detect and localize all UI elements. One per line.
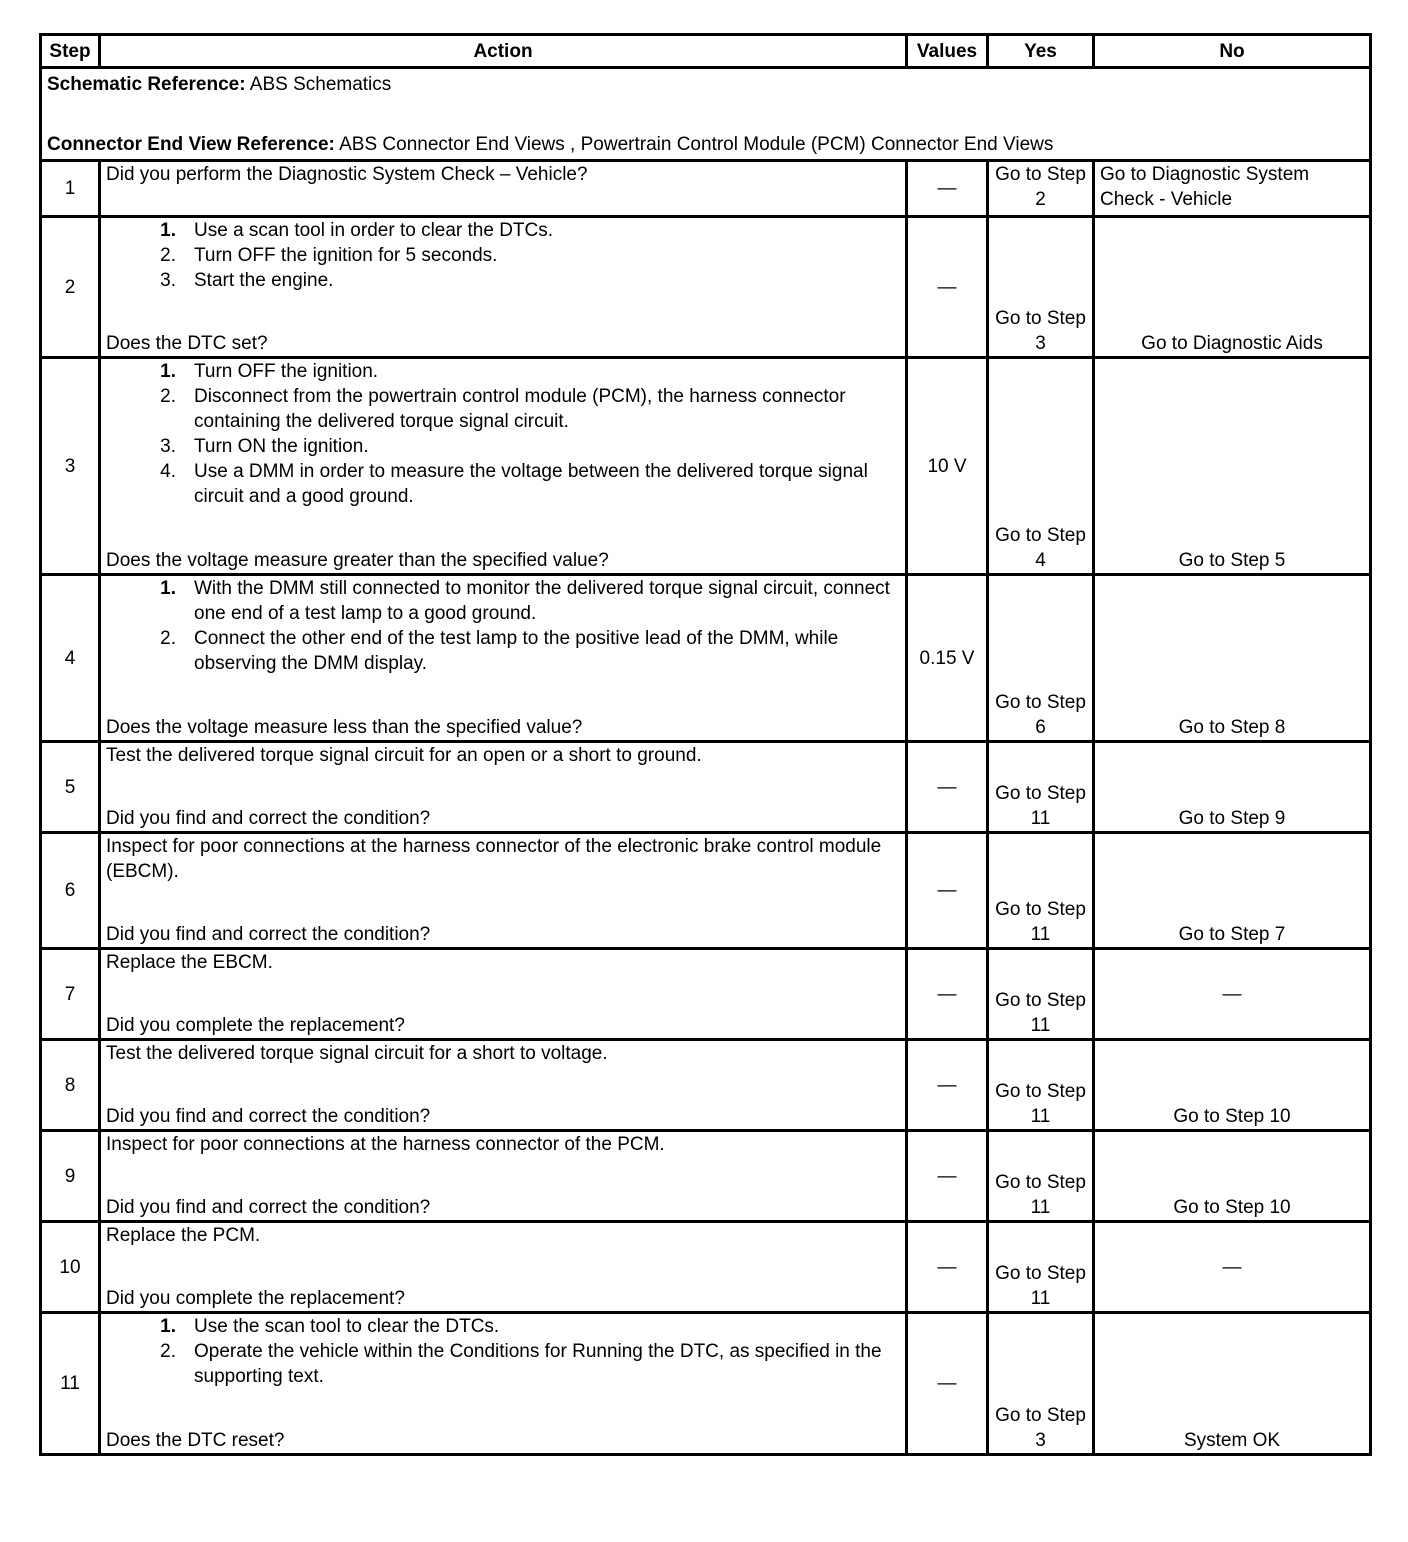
table-row bbox=[41, 1131, 1371, 1222]
header-no: No bbox=[1094, 35, 1371, 68]
item-number: 2. bbox=[160, 245, 176, 266]
header-yes: Yes bbox=[988, 35, 1094, 68]
yes-link[interactable]: Go to Step 11 bbox=[988, 949, 1094, 1040]
item-text: Use the scan tool to clear the DTCs. bbox=[194, 1316, 500, 1337]
table-row bbox=[41, 742, 1371, 833]
action-question: Did you find and correct the condition? bbox=[106, 1106, 431, 1127]
table-row bbox=[41, 1313, 1371, 1455]
reference-row bbox=[41, 68, 1371, 161]
yes-link[interactable]: Go to Step 11 bbox=[988, 1040, 1094, 1131]
item-number: 3. bbox=[160, 436, 176, 457]
action-list bbox=[106, 576, 900, 676]
item-text: Operate the vehicle within the Conditions for Running the DTC, as specified in the supporting text. bbox=[194, 1341, 882, 1387]
value-cell: — bbox=[907, 949, 988, 1040]
value-cell: — bbox=[907, 1040, 988, 1131]
yes-link[interactable]: Go to Step 11 bbox=[988, 833, 1094, 949]
item-text: Connect the other end of the test lamp to the positive lead of the DMM, while observing the DMM display. bbox=[194, 628, 839, 674]
action-cell bbox=[100, 217, 907, 358]
no-link[interactable]: Go to Diagnostic System Check - Vehicle bbox=[1094, 161, 1371, 217]
item-text: With the DMM still connected to monitor the delivered torque signal circuit, connect one end of a test lamp to a good ground. bbox=[194, 578, 890, 624]
action-question: Does the DTC reset? bbox=[106, 1430, 285, 1451]
yes-link[interactable]: Go to Step 6 bbox=[988, 575, 1094, 742]
value-cell: — bbox=[907, 833, 988, 949]
action-cell bbox=[100, 1313, 907, 1455]
item-text: Use a scan tool in order to clear the DTCs. bbox=[194, 220, 554, 241]
action-question: Does the voltage measure greater than the specified value? bbox=[106, 550, 609, 571]
item-number: 2. bbox=[160, 628, 176, 649]
action-question: Did you perform the Diagnostic System Check – Vehicle? bbox=[106, 164, 588, 185]
action-step-item bbox=[106, 384, 900, 434]
action-cell bbox=[100, 742, 907, 833]
item-number: 1. bbox=[160, 1316, 176, 1337]
no-link[interactable]: Go to Step 9 bbox=[1094, 742, 1371, 833]
no-link[interactable]: Go to Step 10 bbox=[1094, 1040, 1371, 1131]
table-row bbox=[41, 1222, 1371, 1313]
action-step-item bbox=[106, 359, 900, 384]
item-text: Turn OFF the ignition. bbox=[194, 361, 379, 382]
action-cell bbox=[100, 161, 907, 217]
value-cell: 10 V bbox=[907, 358, 988, 575]
action-list bbox=[106, 1314, 900, 1389]
item-number: 2. bbox=[160, 386, 176, 407]
table-row bbox=[41, 1040, 1371, 1131]
item-number: 1. bbox=[160, 361, 176, 382]
action-step-item bbox=[106, 1314, 900, 1339]
table-row bbox=[41, 833, 1371, 949]
action-list bbox=[106, 359, 900, 509]
action-step-item bbox=[106, 1339, 900, 1389]
action-question: Did you find and correct the condition? bbox=[106, 924, 431, 945]
no-link[interactable]: Go to Diagnostic Aids bbox=[1094, 217, 1371, 358]
no-link[interactable]: System OK bbox=[1094, 1313, 1371, 1455]
action-cell bbox=[100, 1222, 907, 1313]
step-number: 7 bbox=[41, 949, 100, 1040]
value-cell: — bbox=[907, 1222, 988, 1313]
action-step-item bbox=[106, 459, 900, 509]
yes-link[interactable]: Go to Step 2 bbox=[988, 161, 1094, 217]
action-question: Did you complete the replacement? bbox=[106, 1015, 405, 1036]
action-step-item bbox=[106, 626, 900, 676]
value-cell: — bbox=[907, 217, 988, 358]
table-row bbox=[41, 575, 1371, 742]
no-link[interactable]: Go to Step 7 bbox=[1094, 833, 1371, 949]
value-cell: — bbox=[907, 161, 988, 217]
action-cell bbox=[100, 833, 907, 949]
action-question: Does the DTC set? bbox=[106, 333, 268, 354]
table-row bbox=[41, 217, 1371, 358]
action-list bbox=[106, 218, 900, 293]
no-link: — bbox=[1094, 949, 1371, 1040]
header-step: Step bbox=[41, 35, 100, 68]
action-text: Test the delivered torque signal circuit for an open or a short to ground. bbox=[106, 745, 702, 766]
action-text: Replace the PCM. bbox=[106, 1225, 261, 1246]
header-action: Action bbox=[100, 35, 907, 68]
table-row bbox=[41, 358, 1371, 575]
value-cell: — bbox=[907, 1313, 988, 1455]
action-step-item bbox=[106, 218, 900, 243]
step-number: 6 bbox=[41, 833, 100, 949]
action-step-item bbox=[106, 434, 900, 459]
no-link: — bbox=[1094, 1222, 1371, 1313]
table-row bbox=[41, 949, 1371, 1040]
value-cell: 0.15 V bbox=[907, 575, 988, 742]
action-text: Inspect for poor connections at the harness connector of the electronic brake control module (EBCM). bbox=[106, 836, 882, 882]
header-values: Values bbox=[907, 35, 988, 68]
action-cell bbox=[100, 575, 907, 742]
diagnostic-table bbox=[39, 33, 1372, 1456]
action-text: Replace the EBCM. bbox=[106, 952, 273, 973]
item-text: Use a DMM in order to measure the voltage between the delivered torque signal circuit and a good ground. bbox=[194, 461, 868, 507]
item-number: 2. bbox=[160, 1341, 176, 1362]
step-number: 8 bbox=[41, 1040, 100, 1131]
yes-link[interactable]: Go to Step 11 bbox=[988, 742, 1094, 833]
step-number: 3 bbox=[41, 358, 100, 575]
step-number: 5 bbox=[41, 742, 100, 833]
action-question: Did you complete the replacement? bbox=[106, 1288, 405, 1309]
action-cell bbox=[100, 1040, 907, 1131]
table-row bbox=[41, 161, 1371, 217]
action-text: Inspect for poor connections at the harness connector of the PCM. bbox=[106, 1134, 665, 1155]
action-question: Did you find and correct the condition? bbox=[106, 1197, 431, 1218]
step-number: 2 bbox=[41, 217, 100, 358]
action-cell bbox=[100, 358, 907, 575]
action-text: Test the delivered torque signal circuit for a short to voltage. bbox=[106, 1043, 608, 1064]
no-link[interactable]: Go to Step 5 bbox=[1094, 358, 1371, 575]
step-number: 1 bbox=[41, 161, 100, 217]
yes-link[interactable]: Go to Step 11 bbox=[988, 1131, 1094, 1222]
connector-reference-link[interactable]: ABS Connector End Views , Powertrain Control Module (PCM) Connector End Views bbox=[334, 134, 1054, 155]
yes-link[interactable]: Go to Step 4 bbox=[988, 358, 1094, 575]
action-step-item bbox=[106, 576, 900, 626]
action-cell bbox=[100, 1131, 907, 1222]
item-text: Turn ON the ignition. bbox=[194, 436, 369, 457]
step-number: 11 bbox=[41, 1313, 100, 1455]
header-row bbox=[41, 35, 1371, 68]
step-number: 4 bbox=[41, 575, 100, 742]
step-number: 10 bbox=[41, 1222, 100, 1313]
schematic-reference-label: Schematic Reference: bbox=[47, 74, 246, 95]
schematic-reference-link[interactable]: ABS Schematics bbox=[245, 74, 392, 95]
action-step-item bbox=[106, 268, 900, 293]
item-text: Disconnect from the powertrain control module (PCM), the harness connector containing the delivered torque signal circuit. bbox=[194, 386, 846, 432]
action-question: Did you find and correct the condition? bbox=[106, 808, 431, 829]
value-cell: — bbox=[907, 1131, 988, 1222]
item-text: Turn OFF the ignition for 5 seconds. bbox=[194, 245, 498, 266]
yes-link[interactable]: Go to Step 11 bbox=[988, 1222, 1094, 1313]
item-number: 4. bbox=[160, 461, 176, 482]
yes-link[interactable]: Go to Step 3 bbox=[988, 1313, 1094, 1455]
action-step-item bbox=[106, 243, 900, 268]
no-link[interactable]: Go to Step 10 bbox=[1094, 1131, 1371, 1222]
value-cell: — bbox=[907, 742, 988, 833]
item-number: 3. bbox=[160, 270, 176, 291]
action-question: Does the voltage measure less than the specified value? bbox=[106, 717, 583, 738]
connector-reference-label: Connector End View Reference: bbox=[47, 134, 335, 155]
action-cell bbox=[100, 949, 907, 1040]
reference-cell bbox=[41, 68, 1371, 161]
item-number: 1. bbox=[160, 220, 176, 241]
item-number: 1. bbox=[160, 578, 176, 599]
item-text: Start the engine. bbox=[194, 270, 334, 291]
yes-link[interactable]: Go to Step 3 bbox=[988, 217, 1094, 358]
step-number: 9 bbox=[41, 1131, 100, 1222]
no-link[interactable]: Go to Step 8 bbox=[1094, 575, 1371, 742]
